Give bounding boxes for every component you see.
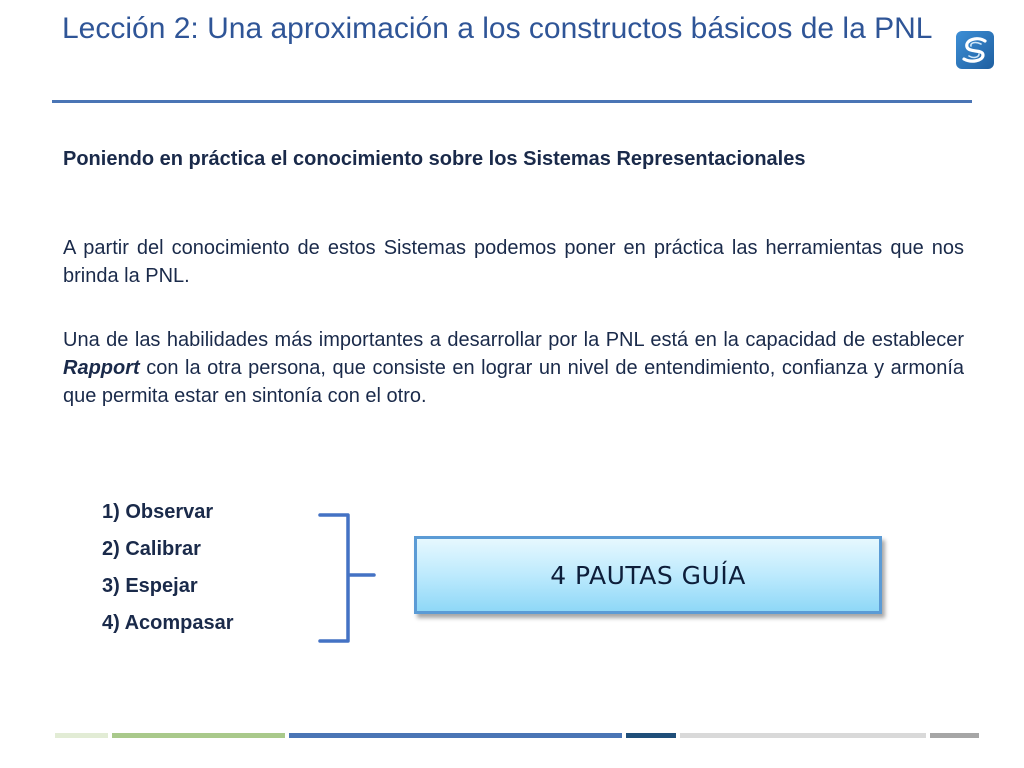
subheading: Poniendo en práctica el conocimiento sobre los Sistemas Representacionales xyxy=(63,148,806,170)
step-item: 3) Espejar xyxy=(102,575,198,597)
footer-bar-segment xyxy=(680,733,926,738)
paragraph-rapport-start: Una de las habilidades más importantes a desarrollar por la PNL está en la capacidad de establecer xyxy=(63,329,964,351)
guidelines-callout-label: 4 PAUTAS GUÍA xyxy=(550,560,746,590)
footer-bar-segment xyxy=(626,733,676,738)
guidelines-callout xyxy=(414,536,882,614)
slide-title: Lección 2: Una aproximación a los constructos básicos de la PNL xyxy=(62,12,933,45)
paragraph-rapport-end: con la otra persona, que consiste en lograr un nivel de entendimiento, confianza y armonía que permita estar en sintonía con el otro. xyxy=(63,357,964,407)
step-item: 1) Observar xyxy=(102,501,214,523)
step-item: 4) Acompasar xyxy=(102,612,234,634)
footer-bar-segment xyxy=(289,733,622,738)
footer-bar-segment xyxy=(930,733,979,738)
right-brace-icon xyxy=(312,508,382,648)
paragraph-intro: A partir del conocimiento de estos Sistemas podemos poner en práctica las herramientas que nos brinda la PNL. xyxy=(63,237,964,287)
rapport-emphasis: Rapport xyxy=(63,357,140,379)
title-divider xyxy=(52,100,972,103)
footer-bar-segment xyxy=(55,733,108,738)
step-item: 2) Calibrar xyxy=(102,538,201,560)
swirl-logo-icon xyxy=(955,30,995,70)
steps-list xyxy=(102,494,234,642)
footer-bar-segment xyxy=(112,733,285,738)
paragraph-rapport xyxy=(63,326,964,410)
